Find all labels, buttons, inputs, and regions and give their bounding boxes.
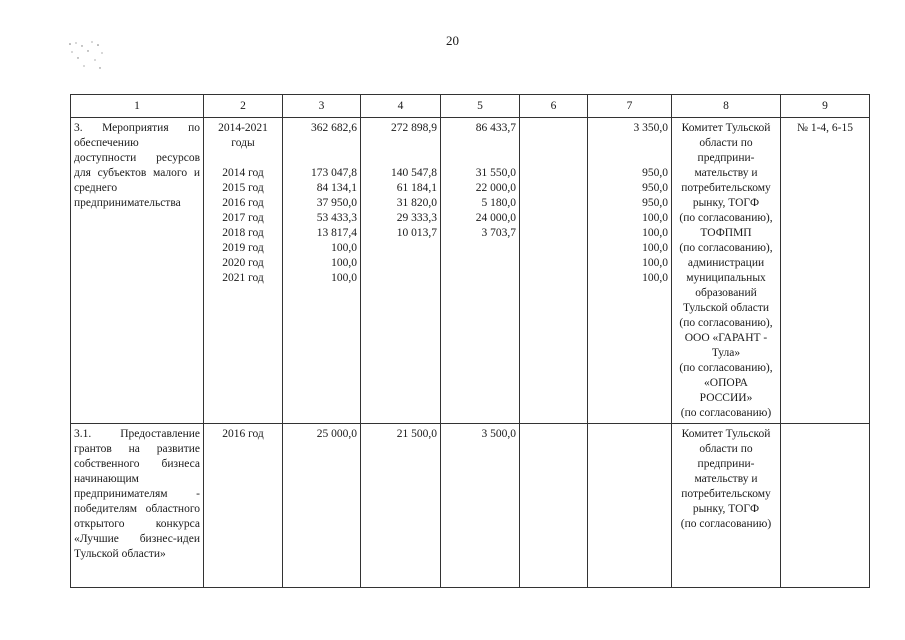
cell-line: 61 184,1 (396, 182, 437, 194)
activity-name: 3.1. Предоставление грантов на развитие собственного бизнеса начинающим предпринимателям - победителям областного открытого конкурса «Лучшие бизнес-идеи Тульской области» (71, 424, 204, 588)
cell-line: 950,0 (642, 182, 668, 194)
cell-line: 950,0 (642, 167, 668, 179)
header-row (71, 95, 870, 118)
cell-line: мательству и (694, 167, 758, 179)
cell-line: 2017 год (222, 212, 264, 224)
cell-line: предприни- (697, 152, 755, 164)
cell-line: 10 013,7 (396, 227, 437, 239)
col7-cell (588, 118, 672, 424)
col3-cell: 25 000,0 (283, 424, 361, 588)
cell-line: области по (699, 137, 753, 149)
cell-line: (по согласованию), (679, 362, 773, 374)
cell-line: мательству и (694, 473, 758, 485)
executors-cell (672, 424, 781, 588)
cell-line: 31 820,0 (396, 197, 437, 209)
activity-name: 3. Мероприятия по обеспечению доступности ресурсов для субъектов малого и среднего предпринимательства (71, 118, 204, 424)
cell-line: 140 547,8 (391, 167, 437, 179)
cell-line: Тула» (711, 347, 741, 359)
scan-specks (62, 38, 112, 78)
cell-line: 2018 год (222, 227, 264, 239)
cell-line: 100,0 (331, 257, 357, 269)
cell-line: 100,0 (642, 242, 668, 254)
cell-line: Комитет Тульской (681, 428, 771, 440)
header-cell-1: 1 (71, 95, 204, 118)
col6-cell (520, 424, 588, 588)
cell-line: 2021 год (222, 272, 264, 284)
cell-line: области по (699, 443, 753, 455)
cell-line: 100,0 (642, 257, 668, 269)
header-cell-4: 4 (361, 95, 441, 118)
cell-line: 2016 год (222, 197, 264, 209)
col4-values (364, 166, 437, 241)
header-cell-9: 9 (781, 95, 870, 118)
col5-total: 86 433,7 (475, 122, 516, 134)
col4-cell (361, 118, 441, 424)
cell-line: 24 000,0 (475, 212, 516, 224)
period-cell: 2016 год (204, 424, 283, 588)
header-cell-2: 2 (204, 95, 283, 118)
cell-line: РОССИИ» (699, 392, 753, 404)
cell-line: (по согласованию), (679, 212, 773, 224)
header-cell-6: 6 (520, 95, 588, 118)
cell-line: 100,0 (642, 227, 668, 239)
cell-line: (по согласованию) (680, 518, 772, 530)
cell-line: администрации (687, 257, 765, 269)
cell-line: 2020 год (222, 257, 264, 269)
cell-line: 22 000,0 (475, 182, 516, 194)
cell-line: (по согласованию), (679, 317, 773, 329)
cell-line: 2019 год (222, 242, 264, 254)
cell-line: 5 180,0 (481, 197, 516, 209)
page-number: 20 (446, 33, 459, 48)
cell-line: 2014 год (222, 167, 264, 179)
cell-line: Тульской области (682, 302, 769, 314)
col7-total: 3 350,0 (633, 122, 668, 134)
cell-line: образований (695, 287, 757, 299)
cell-line: 31 550,0 (475, 167, 516, 179)
cell-line: «ОПОРА (704, 377, 748, 389)
col4-cell: 21 500,0 (361, 424, 441, 588)
col3-cell (283, 118, 361, 424)
header-cell-8: 8 (672, 95, 781, 118)
header-cell-3: 3 (283, 95, 361, 118)
cell-line: предприни- (697, 458, 755, 470)
cell-line: 37 950,0 (316, 197, 357, 209)
col3-values (286, 166, 357, 286)
cell-line: 100,0 (331, 272, 357, 284)
cell-line: муниципальных (686, 272, 766, 284)
cell-line: (по согласованию), (679, 242, 773, 254)
cell-line: 53 433,3 (316, 212, 357, 224)
header-cell-5: 5 (441, 95, 520, 118)
cell-line: ТОФПМП (700, 227, 752, 239)
cell-line: 84 134,1 (316, 182, 357, 194)
executors-cell (672, 118, 781, 424)
cell-line: потребительскому (681, 488, 771, 500)
cell-line: 13 817,4 (316, 227, 357, 239)
cell-line: 2015 год (222, 182, 264, 194)
cell-line: 3 703,7 (481, 227, 516, 239)
cell-line: потребительскому (681, 182, 771, 194)
budget-table (70, 94, 870, 588)
cell-line: 950,0 (642, 197, 668, 209)
col3-total: 362 682,6 (311, 122, 357, 134)
cell-line: 100,0 (642, 212, 668, 224)
cell-line: 29 333,3 (396, 212, 437, 224)
col7-values (591, 166, 668, 286)
cell-line: рынку, ТОГФ (692, 197, 760, 209)
indicators-cell: № 1-4, 6-15 (781, 118, 870, 424)
col5-cell: 3 500,0 (441, 424, 520, 588)
period-total: 2014-2021 годы (218, 122, 268, 149)
cell-line: ООО «ГАРАНТ - (684, 332, 768, 344)
col5-values (444, 166, 516, 241)
year-list (207, 166, 279, 286)
header-cell-7: 7 (588, 95, 672, 118)
cell-line: 100,0 (642, 272, 668, 284)
period-cell (204, 118, 283, 424)
cell-line: (по согласованию) (680, 407, 772, 419)
table-row (71, 118, 870, 424)
col7-cell (588, 424, 672, 588)
cell-line: 173 047,8 (311, 167, 357, 179)
col6-cell (520, 118, 588, 424)
indicators-cell (781, 424, 870, 588)
col4-total: 272 898,9 (391, 122, 437, 134)
col5-cell (441, 118, 520, 424)
cell-line: рынку, ТОГФ (692, 503, 760, 515)
table-row (71, 424, 870, 588)
cell-line: 100,0 (331, 242, 357, 254)
cell-line: Комитет Тульской (681, 122, 771, 134)
